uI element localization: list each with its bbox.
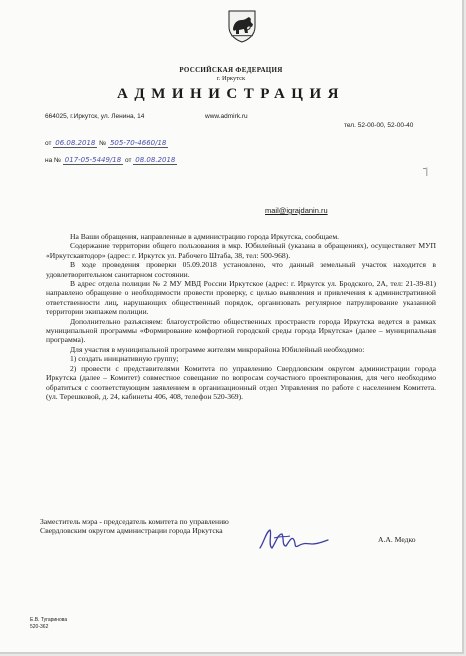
outgoing-registration [45, 139, 168, 147]
letter-body [46, 232, 436, 401]
organization-title: АДМИНИСТРАЦИЯ [117, 86, 345, 102]
date-prefix: от [45, 140, 52, 147]
address-corner-mark: ˉ| [423, 166, 428, 176]
postal-address: 664025, г.Иркутск, ул. Ленина, 14 [45, 113, 145, 120]
city-title: г. Иркутск [216, 75, 246, 82]
paragraph: На Ваши обращения, направленные в администрацию города Иркутска, сообщаем. [70, 232, 340, 241]
reference-number: 017-05-5449/18 [64, 156, 122, 164]
signatory-name: А.А. Медко [378, 535, 416, 544]
country-title: РОССИЙСКАЯ ФЕДЕРАЦИЯ [179, 66, 283, 74]
executor-phone: 520-362 [30, 623, 49, 630]
list-item: 2) провести с представителями Комитета по управлению Свердловским округом администрации города Иркутска (далее – Комитет) совместное совещание по вопросам соучастного проектирования, для чего необходимо обратиться с соответствующим заявлением в организационный отдел Управления по работе с населением Комитета. (ул. Терешковой, д. 24, кабинеты 406, 408, телефон 520-369). [46, 363, 436, 401]
handwritten-signature [256, 522, 336, 556]
signatory-position: Заместитель мэра - председатель комитета по управлению Свердловским округом администрации города Иркутска [40, 517, 229, 536]
executor-info [30, 617, 67, 630]
paragraph: В ходе проведения проверки 05.09.2018 установлено, что данный земельный участок находится в удовлетворительном санитарном состоянии. [46, 260, 436, 279]
reference-registration [45, 156, 177, 164]
ref-date-prefix: от [125, 157, 132, 164]
outgoing-date: 06.08.2018 [55, 139, 96, 147]
outgoing-number: 505-70-4660/18 [109, 139, 167, 147]
website: www.admirk.ru [205, 113, 248, 120]
recipient-email: mail@igrajdanin.ru [265, 206, 328, 215]
irkutsk-coat-of-arms-icon [227, 9, 257, 43]
list-item: 1) создать инициативную группу; [70, 354, 179, 364]
paragraph: Для участия в муниципальной программе жителям микрорайона Юбилейный необходимо: [70, 344, 365, 354]
paragraph: Содержание территории общего пользования в мкр. Юбилейный (указана в обращениях), осуществляет МУП «Иркутскавтодор» (адрес: г. Иркутск ул. Рабочего Штаба, 38, тел: 500-968). [46, 241, 436, 260]
executor-name: Е.В. Тугаринова [30, 617, 68, 623]
paragraph: Дополнительно разъясняем: благоустройство общественных пространств города Иркутска ведется в рамках муниципальной программы «Формирование комфортной городской среды города Иркутска» (далее – муниципальная программа). [46, 316, 436, 345]
number-prefix: № [99, 140, 107, 147]
reference-date: 08.08.2018 [135, 156, 176, 164]
phone-numbers: тел. 52-00-00, 52-00-40 [344, 122, 414, 129]
paragraph: В адрес отдела полиции № 2 МУ МВД России Иркутское (адрес: г. Иркутск ул. Бродского, 2А, тел: 21-39-81) направлено обращение о необходимости провести проверку, с целью выявления и привлечения к административной ответственности лиц, нарушающих общественный порядок, организовать регулярное патрулирование указанной территории экипажем полиции. [46, 279, 436, 317]
ref-number-prefix: на № [45, 157, 61, 164]
